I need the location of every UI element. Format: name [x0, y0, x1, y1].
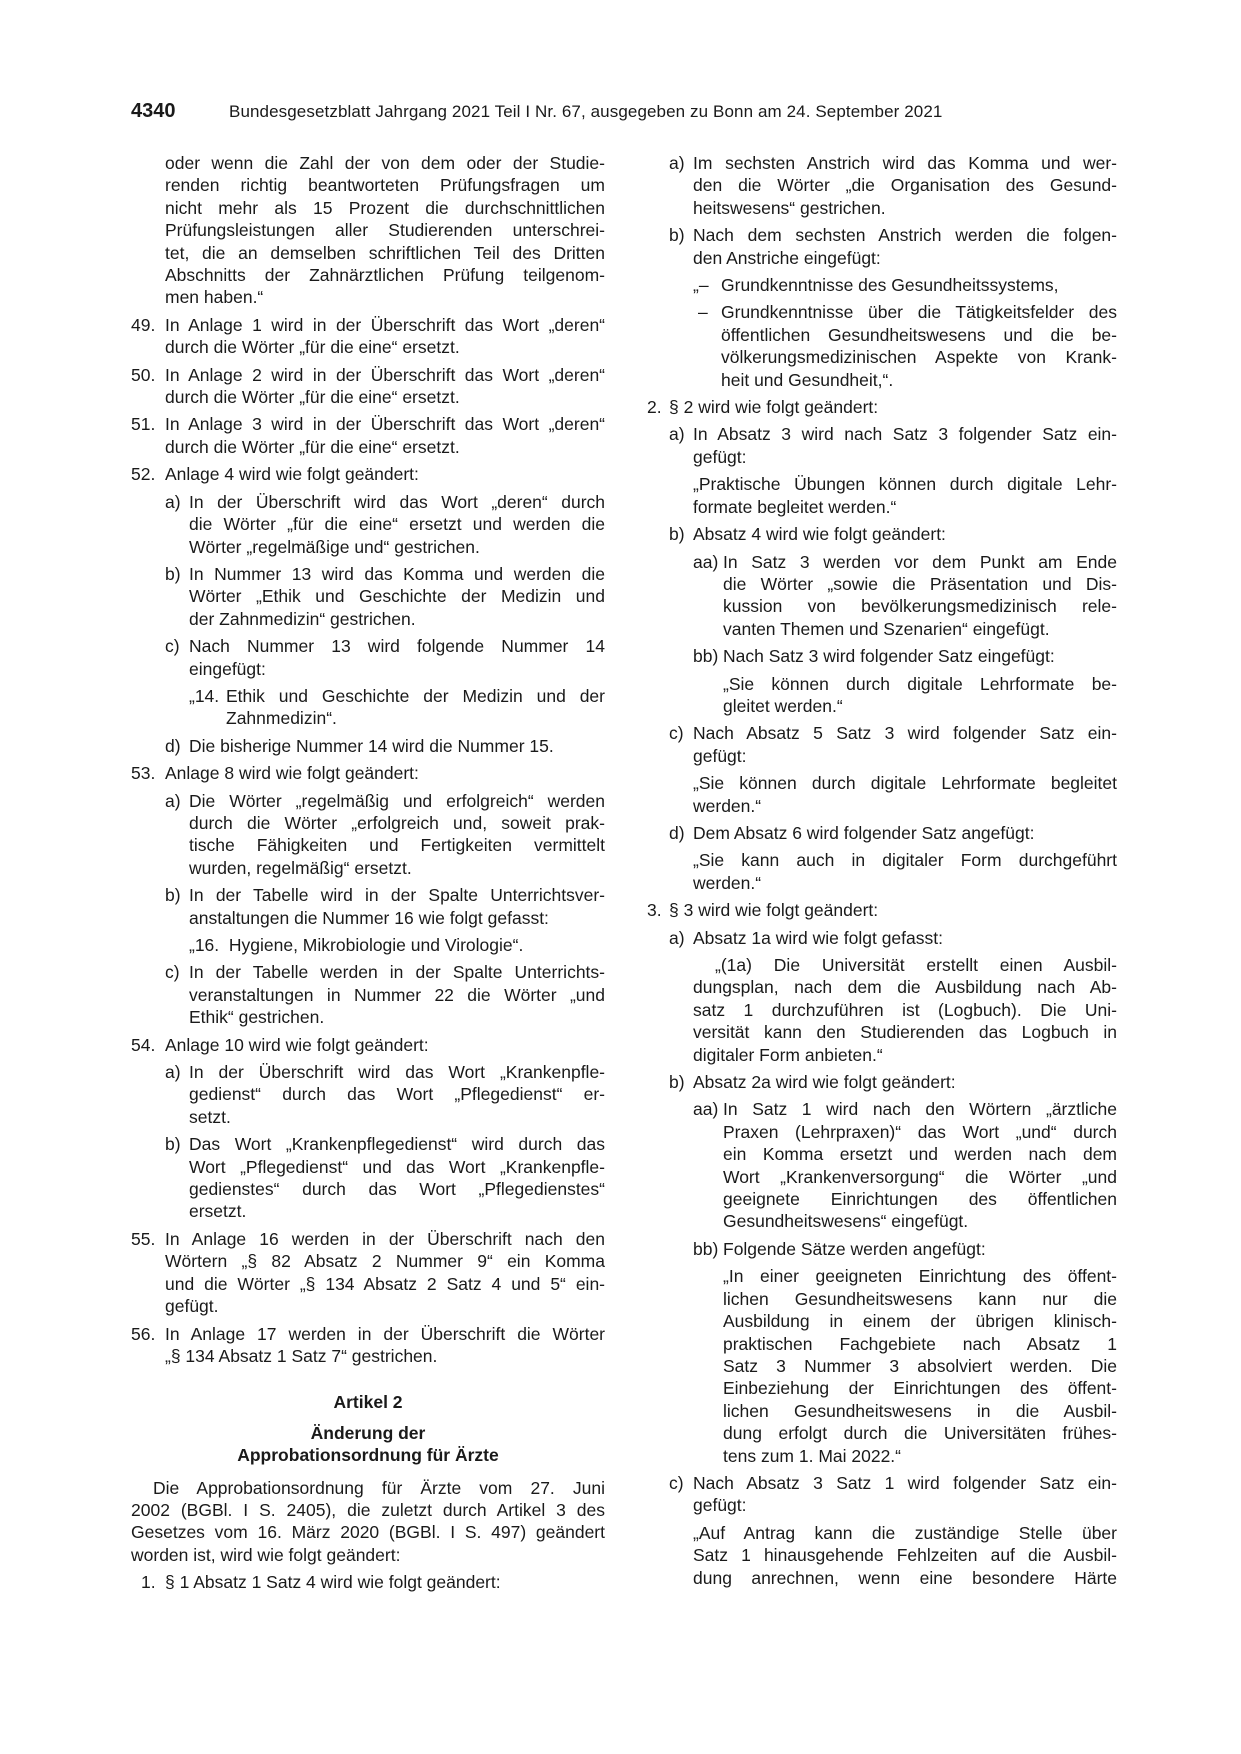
subitem-d: d) Die bisherige Nummer 14 wird die Nummer 15.: [131, 735, 605, 757]
article-subtitle: Änderung der: [310, 1422, 426, 1443]
text-line: gefügt.: [165, 1296, 219, 1317]
text-line: 2002 (BGBl. I S. 2405), die zuletzt durch Artikel 3 des: [131, 1499, 605, 1520]
text-line: Wörtern „§ 82 Absatz 2 Nummer 9“ ein Komma: [165, 1251, 605, 1272]
subitem-text: [131, 790, 605, 880]
subitem-c: c) Nach Absatz 3 Satz 1 wird folgender Satz ein- gefügt: „Auf Antrag kann die zuständige Stelle über Satz 1 hinausgehende Fehlzeiten auf die Ausbil- dung anrechnen, wenn eine besondere Härte: [647, 1472, 1117, 1589]
text-line: gefügt:: [693, 745, 747, 766]
text-line: worden ist, wird wie folgt geändert:: [131, 1544, 401, 1565]
subitem-b: b) In Nummer 13 wird das Komma und werden die Wörter „Ethik und Geschichte der Medizin und der Zahnmedizin“ gestrichen.: [131, 563, 605, 630]
text-line: tet, die an demselben schriftlichen Teil des Dritten: [165, 242, 605, 263]
text-line: durch die Wörter „für die eine“ ersetzt.: [165, 436, 460, 457]
text-line: Gesundheitswesens“ eingefügt.: [723, 1211, 969, 1232]
subitem-a: a) Die Wörter „regelmäßig und erfolgreich“ werden durch die Wörter „erfolgreich und, soweit prak- tische Fähigkeiten und Fertigkeiten vermittelt wurden, regelmäßig“ ersetzt.: [131, 790, 605, 880]
text-line: dung anrechnen, wenn eine besondere Härte: [693, 1567, 1117, 1588]
list-item-3: 3. § 3 wird wie folgt geändert: a) Absatz 1a wird wie folgt gefasst: „(1a) Die Universität erstellt einen Ausbil- dungsplan, nach dem die Ausbildung nach Ab- satz 1 durchzuführen ist (Logbuch). Die Uni- versität kann den Studierenden das Logbuch in digitaler Form anbieten.“ b) Absatz 2a wird wie folgt geändert: aa) In Satz 1 wird nach den Wörtern „ärztliche Praxen (Lehrpraxen)“ das Wort „und“ durch ein Komma ersetzt und werden nach dem Wort „Krankenversorgung“ die Wörter „und geeignete Einrichtungen des öffentlichen Gesundheitswesens“ eingefügt. bb) Folgende Sätze werden angefügt: „In einer geeigneten Einrichtung des öffent- lichen Gesundheitswesens kann nur die Ausbildung in einem der übrigen klinisch- praktischen Fachgebiete nach Absatz 1 Satz 3 Nummer 3 absolviert werden. Die Einbeziehung der Einrichtungen des öffent- lichen Gesundheitswesens in die Ausbil- dung erfolgt durch die Universitäten frühes- tens zum 1. Mai 2022.“ c) Nach Absatz 3 Satz 1 wird folgender Satz ein- gefügt: „Auf Antrag kann die zuständige Stelle über Satz 1 hinausgehende Fehlzeiten auf die Ausbil- dung anrechnen, wenn eine besondere Härte: [647, 900, 1117, 1588]
subitem-text: Absatz 1a wird wie folgt gefasst:: [693, 927, 943, 948]
quoted-text: [647, 1265, 1117, 1467]
continued-paragraph: [131, 152, 605, 309]
subitem-b: b) Absatz 2a wird wie folgt geändert: aa) In Satz 1 wird nach den Wörtern „ärztliche Praxen (Lehrpraxen)“ das Wort „und“ durch ein Komma ersetzt und werden nach dem Wort „Krankenversorgung“ die Wörter „und geeignete Einrichtungen des öffentlichen Gesundheitswesens“ eingefügt. bb) Folgende Sätze werden angefügt: „In einer geeigneten Einrichtung des öffent- lichen Gesundheitswesens kann nur die Ausbildung in einem der übrigen klinisch- praktischen Fachgebiete nach Absatz 1 Satz 3 Nummer 3 absolviert werden. Die Einbeziehung der Einrichtungen des öffent- lichen Gesundheitswesens in die Ausbil- dung erfolgt durch die Universitäten frühes- tens zum 1. Mai 2022.“: [647, 1071, 1117, 1467]
subitem-b: b) Das Wort „Krankenpflegedienst“ wird durch das Wort „Pflegedienst“ und das Wort „Krankenpfle- gedienstes“ durch das Wort „Pflegedienstes“ ersetzt.: [131, 1133, 605, 1223]
text-line: werden.“: [693, 795, 762, 816]
list-item-56: 56. In Anlage 17 werden in der Überschrift die Wörter „§ 134 Absatz 1 Satz 7“ gestrichen.: [131, 1323, 605, 1366]
text-line: versität kann den Studierenden das Logbuch in: [693, 1022, 1117, 1043]
text-line: ein Komma ersetzt und werden nach dem: [723, 1144, 1117, 1165]
text-line: „Sie kann auch in digitaler Form durchgeführt: [693, 850, 1117, 871]
list-item-54: 54. Anlage 10 wird wie folgt geändert: a) In der Überschrift wird das Wort „Krankenpfle- gedienst“ durch das Wort „Pflegedienst“ er- setzt. b) Das Wort „Krankenpflegedienst“ wird durch das Wort „Pflegedienst“ und das Wort „Krankenpfle- gedienstes“ durch das Wort „Pflegedienstes“ ersetzt.: [131, 1034, 605, 1222]
text-line: gedienstes“ durch das Wort „Pflegedienstes“: [189, 1179, 605, 1200]
subitem-text: [131, 563, 605, 630]
subitem-text: [647, 152, 1117, 219]
text-line: Prüfungsleistungen aller Studierenden unterschrei-: [165, 220, 605, 241]
subitem-b: b) Absatz 4 wird wie folgt geändert: aa) In Satz 3 werden vor dem Punkt am Ende die Wörter „sowie die Präsentation und Dis- kussion von bevölkerungsmedizinisch rele- vanten Themen und Szenarien“ eingefügt. bb) Nach Satz 3 wird folgender Satz eingefügt: „Sie können durch digitale Lehrformate be- gleitet werden.“: [647, 523, 1117, 717]
text-line: Nach dem sechsten Anstrich werden die folgen-: [693, 225, 1117, 246]
quoted-item: „14. Ethik und Geschichte der Medizin und der Zahnmedizin“.: [131, 685, 605, 730]
text-line: In der Überschrift wird das Wort „deren“ durch: [189, 491, 605, 512]
quoted-text: [647, 954, 1117, 1066]
text-line: „Sie können durch digitale Lehrformate begleitet: [693, 773, 1117, 794]
text-line: nicht mehr als 15 Prozent die durchschnittlichen: [165, 197, 605, 218]
text-line: Ethik“ gestrichen.: [189, 1007, 325, 1028]
right-column: [647, 152, 1117, 1589]
text-line: veranstaltungen in Nummer 22 die Wörter „und: [189, 984, 605, 1005]
subitem-text: Die bisherige Nummer 14 wird die Nummer 15.: [189, 735, 554, 756]
text-line: kussion von bevölkerungsmedizinisch rele-: [723, 596, 1117, 617]
item-text: [131, 1323, 605, 1368]
subsubitem-aa: aa) In Satz 1 wird nach den Wörtern „ärztliche Praxen (Lehrpraxen)“ das Wort „und“ durch ein Komma ersetzt und werden nach dem Wort „Krankenversorgung“ die Wörter „und geeignete Einrichtungen des öffentlichen Gesundheitswesens“ eingefügt.: [647, 1098, 1117, 1232]
article-title: Artikel 2: [333, 1392, 403, 1413]
article-intro: [131, 1477, 605, 1567]
subitem-a: a) Absatz 1a wird wie folgt gefasst: „(1a) Die Universität erstellt einen Ausbil- dungsplan, nach dem die Ausbildung nach Ab- satz 1 durchzuführen ist (Logbuch). Die Uni- versität kann den Studierenden das Logbuch in digitaler Form anbieten.“: [647, 927, 1117, 1066]
dash-text: Grundkenntnisse des Gesundheitssystems,: [721, 275, 1059, 296]
list-item-49: 49. In Anlage 1 wird in der Überschrift das Wort „deren“ durch die Wörter „für die eine“ ersetzt.: [131, 314, 605, 358]
text-line: Zahnmedizin“.: [226, 708, 337, 729]
subitem-c: c) Nach Absatz 5 Satz 3 wird folgender Satz ein- gefügt: „Sie können durch digitale Lehrformate begleitet werden.“: [647, 722, 1117, 817]
text-line: In Satz 3 werden vor dem Punkt am Ende: [723, 551, 1117, 572]
text-line: tens zum 1. Mai 2022.“: [723, 1445, 901, 1466]
text-line: heitswesens“ gestrichen.: [693, 197, 886, 218]
text-line: gefügt:: [693, 446, 747, 467]
text-line: „Praktische Übungen können durch digitale Lehr-: [693, 474, 1117, 495]
text-line: In der Tabelle wird in der Spalte Unterrichtsver-: [189, 885, 605, 906]
text-line: gefügt:: [693, 1495, 747, 1516]
quoted-text: [647, 1522, 1117, 1589]
text-line: In der Tabelle werden in der Spalte Unterrichts-: [189, 962, 605, 983]
item-text: [131, 413, 605, 458]
text-line: Satz 3 Nummer 3 absolviert werden. Die: [723, 1355, 1117, 1376]
subitem-a: a) Im sechsten Anstrich wird das Komma und wer- den die Wörter „die Organisation des Gesund- heitswesens“ gestrichen.: [647, 152, 1117, 219]
subitem-text: [131, 1061, 605, 1128]
text-line: satz 1 durchzuführen ist (Logbuch). Die Uni-: [693, 999, 1117, 1020]
text-line: dung erfolgt durch die Universitäten frühes-: [723, 1423, 1117, 1444]
subitem-text: [647, 224, 1117, 269]
text-line: eingefügt:: [189, 658, 266, 679]
subitem-text: [131, 1133, 605, 1223]
text-line: In Anlage 16 werden in der Überschrift nach den: [165, 1228, 605, 1249]
page-header: [131, 100, 1011, 130]
text-line: lichen Gesundheitswesens in die Ausbil-: [723, 1400, 1117, 1421]
text-line: den Anstriche eingefügt:: [693, 247, 881, 268]
text-line: „Sie können durch digitale Lehrformate be-: [723, 673, 1117, 694]
text-line: Nach Absatz 5 Satz 3 wird folgender Satz ein-: [693, 723, 1117, 744]
text-line: werden.“: [693, 872, 762, 893]
left-column: [131, 152, 605, 1594]
text-line: „§ 134 Absatz 1 Satz 7“ gestrichen.: [165, 1345, 438, 1366]
text-line: Ethik und Geschichte der Medizin und der: [226, 685, 605, 706]
text-line: „(1a) Die Universität erstellt einen Ausbil-: [715, 955, 1117, 975]
quoted-text: [647, 849, 1117, 894]
subitem-text: [647, 1472, 1117, 1517]
text-line: „In einer geeigneten Einrichtung des öffent-: [723, 1266, 1117, 1287]
subitem-a: a) In Absatz 3 wird nach Satz 3 folgender Satz ein- gefügt: „Praktische Übungen können durch digitale Lehr- formate begleitet werden.“: [647, 423, 1117, 518]
subitem-b: b) Nach dem sechsten Anstrich werden die folgen- den Anstriche eingefügt:: [647, 224, 1117, 269]
text-line: wurden, regelmäßig“ ersetzt.: [189, 857, 412, 878]
text-line: men haben.“: [165, 287, 264, 308]
text-line: setzt.: [189, 1106, 231, 1127]
running-title: Bundesgesetzblatt Jahrgang 2021 Teil I Nr. 67, ausgegeben zu Bonn am 24. September 2021: [229, 102, 943, 121]
text-line: In Anlage 2 wird in der Überschrift das Wort „deren“: [165, 364, 605, 385]
text-line: In Anlage 3 wird in der Überschrift das Wort „deren“: [165, 414, 605, 435]
text-line: Ausbildung in einem der übrigen klinisch-: [723, 1311, 1117, 1332]
text-line: anstaltungen die Nummer 16 wie folgt gefasst:: [189, 907, 549, 928]
item-text: Anlage 4 wird wie folgt geändert:: [165, 464, 419, 485]
text-line: lichen Gesundheitswesens kann nur die: [723, 1288, 1117, 1309]
text-line: tische Fähigkeiten und Fertigkeiten vermittelt: [189, 835, 605, 856]
text-line: durch die Wörter „erfolgreich und, soweit prak-: [189, 812, 605, 833]
subitem-text: [131, 635, 605, 680]
list-item-55: 55. In Anlage 16 werden in der Überschrift nach den Wörtern „§ 82 Absatz 2 Nummer 9“ ein Komma und die Wörter „§ 134 Absatz 2 Satz 4 und 5“ ein- gefügt.: [131, 1228, 605, 1317]
item-text: § 1 Absatz 1 Satz 4 wird wie folgt geändert:: [165, 1572, 501, 1593]
article-heading: [131, 1391, 605, 1466]
text-line: Die Approbationsordnung für Ärzte vom 27. Juni: [153, 1477, 605, 1498]
text-line: und die Wörter „§ 134 Absatz 2 Satz 4 und 5“ ein-: [165, 1273, 605, 1294]
subitem-text: [131, 961, 605, 1028]
text-line: Wörter „Ethik und Geschichte der Medizin und: [189, 586, 605, 607]
text-line: heit und Gesundheit,“.: [721, 369, 894, 390]
text-line: Im sechsten Anstrich wird das Komma und wer-: [693, 153, 1117, 173]
text-line: der Zahnmedizin“ gestrichen.: [189, 608, 416, 629]
text-line: In Nummer 13 wird das Komma und werden die: [189, 563, 605, 584]
item-text: § 3 wird wie folgt geändert:: [669, 900, 879, 921]
text-line: den die Wörter „die Organisation des Gesund-: [693, 175, 1117, 196]
subitem-text: Absatz 2a wird wie folgt geändert:: [693, 1072, 956, 1093]
dash-text: [647, 301, 1117, 391]
item-text: [131, 364, 605, 409]
text-line: Abschnitts der Zahnärztlichen Prüfung teilgenom-: [165, 265, 605, 286]
text-line: vanten Themen und Szenarien“ eingefügt.: [723, 618, 1050, 639]
subitem-text: Dem Absatz 6 wird folgender Satz angefügt:: [693, 822, 1035, 843]
subsubitem-bb: bb) Nach Satz 3 wird folgender Satz eingefügt: „Sie können durch digitale Lehrformate be- gleitet werden.“: [647, 645, 1117, 717]
dash-item: „– Grundkenntnisse des Gesundheitssystems,: [647, 274, 1117, 296]
text-line: durch die Wörter „für die eine“ ersetzt.: [165, 337, 460, 358]
text-line: gedienst“ durch das Wort „Pflegedienst“ er-: [189, 1084, 605, 1105]
text-line: Nach Absatz 3 Satz 1 wird folgender Satz ein-: [693, 1472, 1117, 1493]
text-line: „Auf Antrag kann die zuständige Stelle über: [693, 1522, 1117, 1543]
text-line: Gesetzes vom 16. März 2020 (BGBl. I S. 497) geändert: [131, 1522, 605, 1543]
text-line: oder wenn die Zahl der von dem oder der Studie-: [165, 153, 605, 173]
text-line: öffentlichen Gesundheitswesens und die be-: [721, 324, 1117, 345]
text-line: ersetzt.: [189, 1201, 247, 1222]
item-text: § 2 wird wie folgt geändert:: [669, 397, 879, 418]
text-line: In Anlage 17 werden in der Überschrift die Wörter: [165, 1323, 605, 1344]
subsubitem-bb: bb) Folgende Sätze werden angefügt: „In einer geeigneten Einrichtung des öffent- lichen Gesundheitswesens kann nur die Ausbildung in einem der übrigen klinisch- praktischen Fachgebiete nach Absatz 1 Satz 3 Nummer 3 absolviert werden. Die Einbeziehung der Einrichtungen des öffent- lichen Gesundheitswesens in die Ausbil- dung erfolgt durch die Universitäten frühes- tens zum 1. Mai 2022.“: [647, 1238, 1117, 1467]
text-line: gleitet werden.“: [723, 695, 843, 716]
subitem-c: c) In der Tabelle werden in der Spalte Unterrichts- veranstaltungen in Nummer 22 die Wörter „und Ethik“ gestrichen.: [131, 961, 605, 1028]
text-line: In Absatz 3 wird nach Satz 3 folgender Satz ein-: [693, 424, 1117, 445]
text-line: geeignete Einrichtungen des öffentlichen: [723, 1189, 1117, 1210]
quoted-text: [647, 673, 1117, 718]
item-text: [131, 1228, 605, 1318]
subitem-d: d) Dem Absatz 6 wird folgender Satz angefügt: „Sie kann auch in digitaler Form durchgeführt werden.“: [647, 822, 1117, 894]
text-line: die Wörter „sowie die Präsentation und Dis-: [723, 573, 1117, 594]
page-number: 4340: [131, 100, 176, 122]
quoted-text: [647, 473, 1117, 518]
subitem-text: [647, 423, 1117, 468]
text-line: In der Überschrift wird das Wort „Krankenpfle-: [189, 1062, 605, 1083]
text-line: Wörter „regelmäßige und“ gestrichen.: [189, 536, 480, 557]
text-line: völkerungsmedizinischen Aspekte von Krank-: [721, 347, 1117, 368]
text-line: dungsplan, nach dem die Ausbildung nach Ab-: [693, 977, 1117, 998]
item-text: Anlage 10 wird wie folgt geändert:: [165, 1034, 429, 1055]
subsubitem-aa: aa) In Satz 3 werden vor dem Punkt am Ende die Wörter „sowie die Präsentation und Dis- kussion von bevölkerungsmedizinisch rele- vanten Themen und Szenarien“ eingefügt.: [647, 551, 1117, 641]
text-line: Wort „Krankenversorgung“ die Wörter „und: [723, 1166, 1117, 1187]
text-line: Nach Nummer 13 wird folgende Nummer 14: [189, 636, 605, 657]
subitem-text: [131, 884, 605, 929]
subitem-a: a) In der Überschrift wird das Wort „deren“ durch die Wörter „für die eine“ ersetzt und werden die Wörter „regelmäßige und“ gestrichen.: [131, 491, 605, 558]
subitem-text: [131, 491, 605, 558]
item-text: Anlage 8 wird wie folgt geändert:: [165, 763, 419, 784]
dash-item: – Grundkenntnisse über die Tätigkeitsfelder des öffentlichen Gesundheitswesens und die be- völkerungsmedizinischen Aspekte von Krank- heit und Gesundheit,“.: [647, 301, 1117, 391]
text-line: formate begleitet werden.“: [693, 496, 897, 517]
subitem-text: Absatz 4 wird wie folgt geändert:: [693, 524, 946, 545]
list-item-1: 1. § 1 Absatz 1 Satz 4 wird wie folgt geändert:: [131, 1571, 605, 1593]
subitem-c: c) Nach Nummer 13 wird folgende Nummer 14 eingefügt: „14. Ethik und Geschichte der Medizin und der Zahnmedizin“.: [131, 635, 605, 730]
text-line: In Anlage 1 wird in der Überschrift das Wort „deren“: [165, 314, 605, 335]
text-line: digitaler Form anbieten.“: [693, 1044, 883, 1065]
text-line: Das Wort „Krankenpflegedienst“ wird durch das: [189, 1134, 605, 1155]
list-item-50: 50. In Anlage 2 wird in der Überschrift das Wort „deren“ durch die Wörter „für die eine“ ersetzt.: [131, 364, 605, 408]
text-line: durch die Wörter „für die eine“ ersetzt.: [165, 387, 460, 408]
text-line: praktischen Fachgebiete nach Absatz 1: [723, 1333, 1117, 1354]
subsubitem-text: Folgende Sätze werden angefügt:: [723, 1238, 986, 1259]
list-item-53: 53. Anlage 8 wird wie folgt geändert: a) Die Wörter „regelmäßig und erfolgreich“ werden durch die Wörter „erfolgreich und, soweit prak- tische Fähigkeiten und Fertigkeiten vermittelt wurden, regelmäßig“ ersetzt. b) In der Tabelle wird in der Spalte Unterrichtsver- anstaltungen die Nummer 16 wie folgt gefasst: „16. Hygiene, Mikrobiologie und Virologie“. c) In der Tabelle werden in der Spalte Unterrichts- veranstaltungen in Nummer 22 die Wörter „und Ethik“ gestrichen.: [131, 763, 605, 1028]
text-line: Einbeziehung der Einrichtungen des öffent-: [723, 1378, 1117, 1399]
list-item-2: 2. § 2 wird wie folgt geändert: a) In Absatz 3 wird nach Satz 3 folgender Satz ein- gefügt: „Praktische Übungen können durch digitale Lehr- formate begleitet werden.“ b) Absatz 4 wird wie folgt geändert: aa) In Satz 3 werden vor dem Punkt am Ende die Wörter „sowie die Präsentation und Dis- kussion von bevölkerungsmedizinisch rele- vanten Themen und Szenarien“ eingefügt. bb) Nach Satz 3 wird folgender Satz eingefügt: „Sie können durch digitale Lehrformate be- gleitet werden.“ c) Nach Absatz 5 Satz 3 wird folgender Satz ein- gefügt: „Sie können durch digitale Lehrformate begleitet werden.“ d) Dem Absatz 6 wird folgender Satz angefügt: „Sie kann auch in digitaler Form durchgeführt werden.“: [647, 397, 1117, 893]
text-line: In Satz 1 wird nach den Wörtern „ärztliche: [723, 1099, 1117, 1120]
text-line: renden richtig beantworteten Prüfungsfragen um: [165, 175, 605, 196]
list-item-51: 51. In Anlage 3 wird in der Überschrift das Wort „deren“ durch die Wörter „für die eine“ ersetzt.: [131, 414, 605, 457]
quoted-text: [647, 772, 1117, 817]
text-line: Die Wörter „regelmäßig und erfolgreich“ werden: [189, 790, 605, 811]
subitem-text: [647, 722, 1117, 767]
subsubitem-text: Nach Satz 3 wird folgender Satz eingefügt:: [723, 646, 1055, 667]
item-text: [131, 314, 605, 359]
list-item-52: 52. Anlage 4 wird wie folgt geändert: a) In der Überschrift wird das Wort „deren“ durch die Wörter „für die eine“ ersetzt und werden die Wörter „regelmäßige und“ gestrichen. b) In Nummer 13 wird das Komma und werden die Wörter „Ethik und Geschichte der Medizin und der Zahnmedizin“ gestrichen. c) Nach Nummer 13 wird folgende Nummer 14 eingefügt: „14. Ethik und Geschichte der Medizin und der Zahnmedizin“. d) Die bisherige Nummer 14 wird die Nummer 15.: [131, 464, 605, 756]
text-line: die Wörter „für die eine“ ersetzt und werden die: [189, 514, 605, 535]
text-line: Praxen (Lehrpraxen)“ das Wort „und“ durch: [723, 1121, 1117, 1142]
text-line: Wort „Pflegedienst“ und das Wort „Krankenpfle-: [189, 1156, 605, 1177]
text-line: Grundkenntnisse über die Tätigkeitsfelder des: [721, 302, 1117, 323]
quoted-text: „16. Hygiene, Mikrobiologie und Virologie“.: [189, 935, 524, 955]
text-line: Satz 1 hinausgehende Fehlzeiten auf die Ausbil-: [693, 1545, 1117, 1566]
subitem-a: a) In der Überschrift wird das Wort „Krankenpfle- gedienst“ durch das Wort „Pflegedienst“ er- setzt.: [131, 1061, 605, 1128]
subitem-b: b) In der Tabelle wird in der Spalte Unterrichtsver- anstaltungen die Nummer 16 wie folgt gefasst: „16. Hygiene, Mikrobiologie und Virologie“.: [131, 884, 605, 956]
article-subtitle-2: Approbationsordnung für Ärzte: [237, 1445, 499, 1466]
